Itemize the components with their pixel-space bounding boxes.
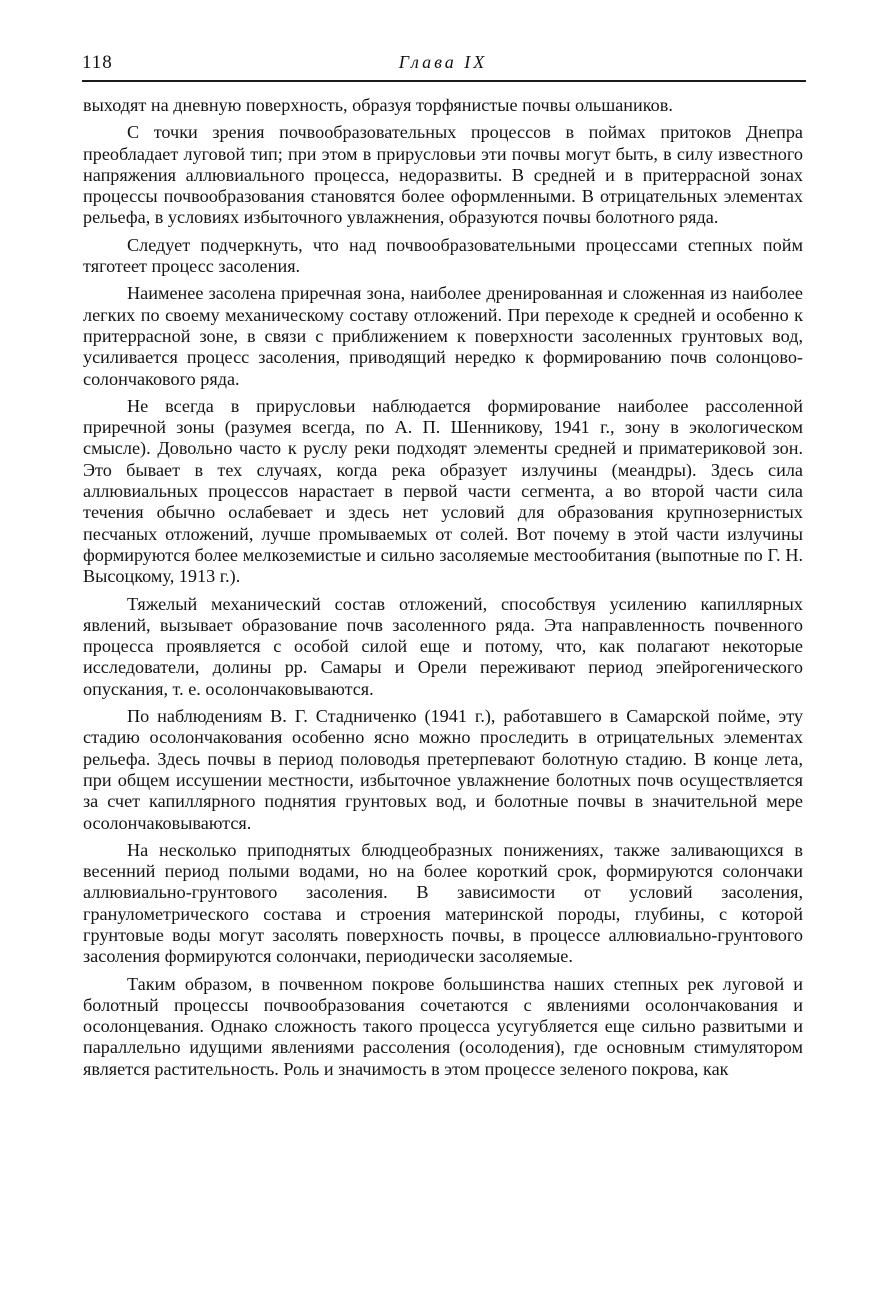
header-rule xyxy=(82,80,806,82)
page-number: 118 xyxy=(82,52,113,73)
paragraph-5: Не всегда в прирусловьи наблюдается формирование наиболее рассоленной приречной зоны (разумея всегда, по А. П. Шенникову, 1941 г., зону в экологическом смысле). Довольно часто к руслу реки подходят элементы средней и приматериковой зон. Это бывает в тех случаях, когда река образует излучины (меандры). Здесь сила аллювиальных процессов нарастает в первой части сегмента, а во второй части сила течения обычно ослабевает и здесь нет условий для образования крупнозернистых песчаных отложений, лучше промываемых от солей. Вот почему в этой части излучины формируются более мелкоземистые и сильно засоляемые местообитания (выпотные по Г. Н. Высоцкому, 1913 г.). xyxy=(83,395,803,587)
paragraph-7: По наблюдениям В. Г. Стадниченко (1941 г.), работавшего в Самарской пойме, эту стадию осолончакования особенно ясно можно проследить в отрицательных элементах рельефа. Здесь почвы в период половодья претерпевают болотную стадию. В конце лета, при общем иссушении местности, избыточное увлажнение болотных почв осуществляется за счет капиллярного поднятия грунтовых вод, и болотные почвы в значительной мере осолончаковываются. xyxy=(83,706,803,833)
paragraph-1: выходят на дневную поверхность, образуя торфянистые почвы ольшаников. xyxy=(83,95,673,115)
paragraph-9: Таким образом, в почвенном покрове большинства наших степных рек луговой и болотный процессы почвообразования сочетаются с явлениями осолончакования и осолонцевания. Однако сложность такого процесса усугубляется еще сильно развитыми и параллельно идущими явлениями рассоления (осолодения), где основным стимулятором является растительность. Роль и значимость в этом процессе зеленого покрова, как xyxy=(83,973,803,1079)
paragraph-3: Следует подчеркнуть, что над почвообразовательными процессами степных пойм тяготеет процесс засоления. xyxy=(83,234,803,277)
running-head: Глава IX xyxy=(398,52,488,72)
page-header xyxy=(82,52,804,80)
paragraph-2: С точки зрения почвообразовательных процессов в поймах притоков Днепра преобладает луговой тип; при этом в прирусловьи эти почвы могут быть, в силу известного напряжения аллювиального процесса, недоразвиты. В средней и в притеррасной зонах процессы почвообразования становятся более оформленными. В отрицательных элементах рельефа, в условиях избыточного увлажнения, образуются почвы болотного ряда. xyxy=(83,122,803,228)
paragraph-8: На несколько приподнятых блюдцеобразных понижениях, также заливающихся в весенний период полыми водами, но на более короткий срок, формируются солончаки аллювиально-грунтового засоления. В зависимости от условий засоления, гранулометрического состава и строения материнской породы, глубины, с которой грунтовые воды могут засолять поверхность почвы, в процессе аллювиально-грунтового засоления формируются солончаки, периодически засоляемые. xyxy=(83,839,803,967)
paragraph-4: Наименее засолена приречная зона, наиболее дренированная и сложенная из наиболее легких по своему механическому составу отложений. При переходе к средней и особенно к притеррасной зоне, в связи с приближением к поверхности засоленных грунтовых вод, усиливается процесс засоления, приводящий нередко к формированию почв солонцово-солончакового ряда. xyxy=(83,283,803,389)
paragraph-6: Тяжелый механический состав отложений, способствуя усилению капиллярных явлений, вызывает образование почв засоленного ряда. Эта направленность почвенного процесса проявляется с особой силой еще и потому, что, как полагают некоторые исследователи, долины рр. Самары и Орели переживают период эпейрогенического опускания, т. е. осолончаковываются. xyxy=(83,593,803,699)
body-text xyxy=(83,95,803,1086)
